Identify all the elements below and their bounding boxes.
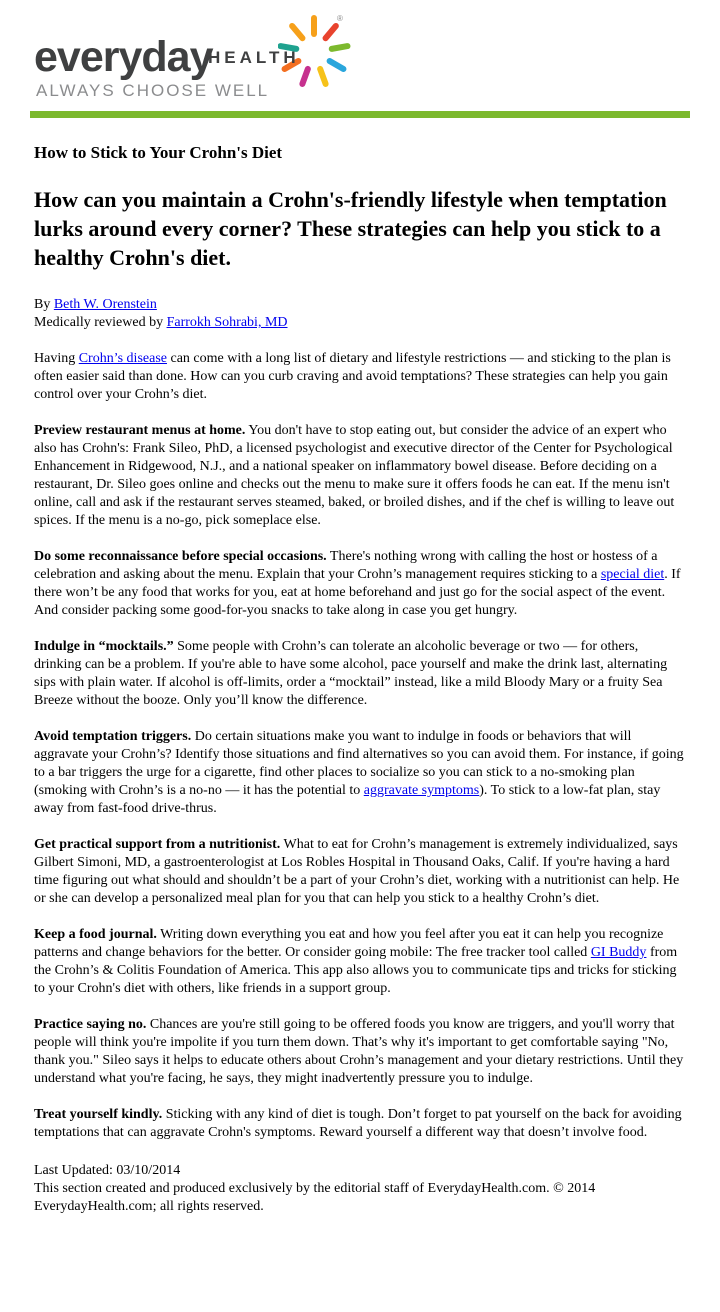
section-text: Chances are you're still going to be offered foods you know are triggers, and you'll worry that people will think you're impolite if you turn them down. That’s why it's important to get comfortable saying "No, thank you." Sileo says it helps to educate others about Crohn’s management and your dietary restrictions. Until they understand what you're facing, he says, they might inadvertently pressure you to indulge. <box>34 1017 684 1086</box>
section-paragraph <box>34 638 686 710</box>
section-heading: Practice saying no. <box>34 1017 147 1032</box>
author-line <box>34 296 686 314</box>
logo-petal <box>302 69 307 84</box>
section-heading: Keep a food journal. <box>34 927 157 942</box>
logo-petal <box>330 61 344 69</box>
section-text-after-link: ). To stick to a low-fat plan, stay away from fast-food drive-thrus. <box>34 783 661 816</box>
logo-petal <box>292 26 302 38</box>
section-link[interactable]: GI Buddy <box>590 945 647 960</box>
section-text: Sticking with any kind of diet is tough. Don’t forget to pat yourself on the back for avoiding temptations that can aggravate Crohn's symptoms. Reward yourself a different way that doesn’t involve food. <box>34 1107 682 1140</box>
logo-health: HEALTH <box>208 48 300 67</box>
page-title: How to Stick to Your Crohn's Diet <box>34 143 283 162</box>
section-heading: Avoid temptation triggers. <box>34 729 192 744</box>
intro-post: can come with a long list of dietary and lifestyle restrictions — and sticking to the plan is often easier said than done. How can you curb craving and avoid temptations? These strategies can help you gain control over your Crohn’s diet. <box>34 351 671 402</box>
article <box>34 141 686 1216</box>
section-paragraph <box>34 1016 686 1088</box>
copyright-notice: This section created and produced exclusively by the editorial staff of EverydayHealth.com. © 2014 EverydayHealth.com; all rights reserved. <box>34 1181 596 1214</box>
section-text: Writing down everything you eat and how you feel after you eat it can help you recognize patterns and change behaviors for the better. Or consider going mobile: The free tracker tool called <box>34 927 664 960</box>
author-prefix: By <box>34 297 54 312</box>
section-text-after-link: . If there won’t be any food that works for you, eat at home beforehand and just go for the social aspect of the event. And consider packing some good-for-you snacks to take along in case you get hungry. <box>34 567 681 618</box>
logo-petal <box>326 26 336 38</box>
logo-petal <box>332 46 348 49</box>
reviewer-prefix: Medically reviewed by <box>34 315 167 330</box>
section-heading: Do some reconnaissance before special occasions. <box>34 549 327 564</box>
reviewer-line <box>34 314 686 332</box>
article-sections <box>34 422 686 1142</box>
logo-wordmark[interactable]: everyday <box>34 33 213 81</box>
article-footer <box>34 1162 686 1216</box>
section-paragraph <box>34 422 686 530</box>
section-text-after-link: from the Crohn’s & Colitis Foundation of America. This app also allows you to communicate tips and tricks for sticking to your Crohn's diet with others, like friends in a support group. <box>34 945 678 996</box>
header-divider <box>30 111 690 118</box>
site-header <box>0 0 720 118</box>
logo-tagline: ALWAYS CHOOSE WELL <box>36 81 270 100</box>
crohns-disease-link[interactable]: Crohn’s disease <box>78 351 167 366</box>
section-link[interactable]: aggravate symptoms <box>363 783 480 798</box>
last-updated: Last Updated: 03/10/2014 <box>34 1163 181 1178</box>
section-paragraph <box>34 548 686 620</box>
section-paragraph <box>34 836 686 908</box>
section-heading: Get practical support from a nutritionist. <box>34 837 281 852</box>
article-deck: How can you maintain a Crohn's-friendly lifestyle when temptation lurks around every corner? These strategies can help you stick to a healthy Crohn's diet. <box>34 187 667 270</box>
section-text: Do certain situations make you want to indulge in foods or behaviors that will aggravate your Crohn’s? Identify those situations and find alternatives so you can avoid them. For instance, if going to a bar triggers the urge for a cigarette, find other places to socialize so you can stick to a no-smoking plan (smoking with Crohn’s is a no-no — it has the potential to <box>34 729 684 798</box>
section-text: There's nothing wrong with calling the host or hostess of a celebration and asking about the menu. Explain that your Crohn’s management requires sticking to a <box>34 549 658 582</box>
section-text: You don't have to stop eating out, but consider the advice of an expert who also has Crohn's: Frank Sileo, PhD, a licensed psychologist and executive director of the Center for Psychological Enhancement in Ridgewood, N.J., and a national speaker on inflammatory bowel disease. Before deciding on a restaurant, Dr. Sileo goes online and checks out the menu to make sure it offers foods he can eat. If the menu isn't online, call and ask if the restaurant serves steamed, baked, or broiled dishes, and if the chef is willing to leave out spices. If the menu is a no-go, pick someplace else. <box>34 423 675 528</box>
intro-paragraph <box>34 350 686 404</box>
section-text: Some people with Crohn’s can tolerate an alcoholic beverage or two — for others, drinking can be a problem. If you're able to have some alcohol, pace yourself and make the drink last, alternating sips with plain water. If alcohol is off-limits, order a “mocktail” instead, like a mild Bloody Mary or a fruity Sea Breeze without the booze. Only you’ll know the difference. <box>34 639 668 708</box>
byline <box>34 296 686 332</box>
section-heading: Treat yourself kindly. <box>34 1107 163 1122</box>
section-paragraph <box>34 1106 686 1142</box>
section-heading: Indulge in “mocktails.” <box>34 639 174 654</box>
section-text: What to eat for Crohn’s management is extremely individualized, says Gilbert Simoni, MD, a gastroenterologist at Los Robles Hospital in Thousand Oaks, Calif. If you're having a hard time figuring out what should and shouldn’t be a part of your Crohn’s diet, working with a nutritionist can help. He or she can develop a personalized meal plan for you that can help you stick to a healthy Crohn’s diet. <box>34 837 680 906</box>
section-heading: Preview restaurant menus at home. <box>34 423 246 438</box>
registered-mark: ® <box>337 14 343 23</box>
author-link[interactable]: Beth W. Orenstein <box>53 297 157 312</box>
section-paragraph <box>34 926 686 998</box>
reviewer-link[interactable]: Farrokh Sohrabi, MD <box>166 315 288 330</box>
logo-petal <box>320 69 325 84</box>
intro-pre: Having <box>34 351 79 366</box>
section-paragraph <box>34 728 686 818</box>
section-link[interactable]: special diet <box>600 567 665 582</box>
